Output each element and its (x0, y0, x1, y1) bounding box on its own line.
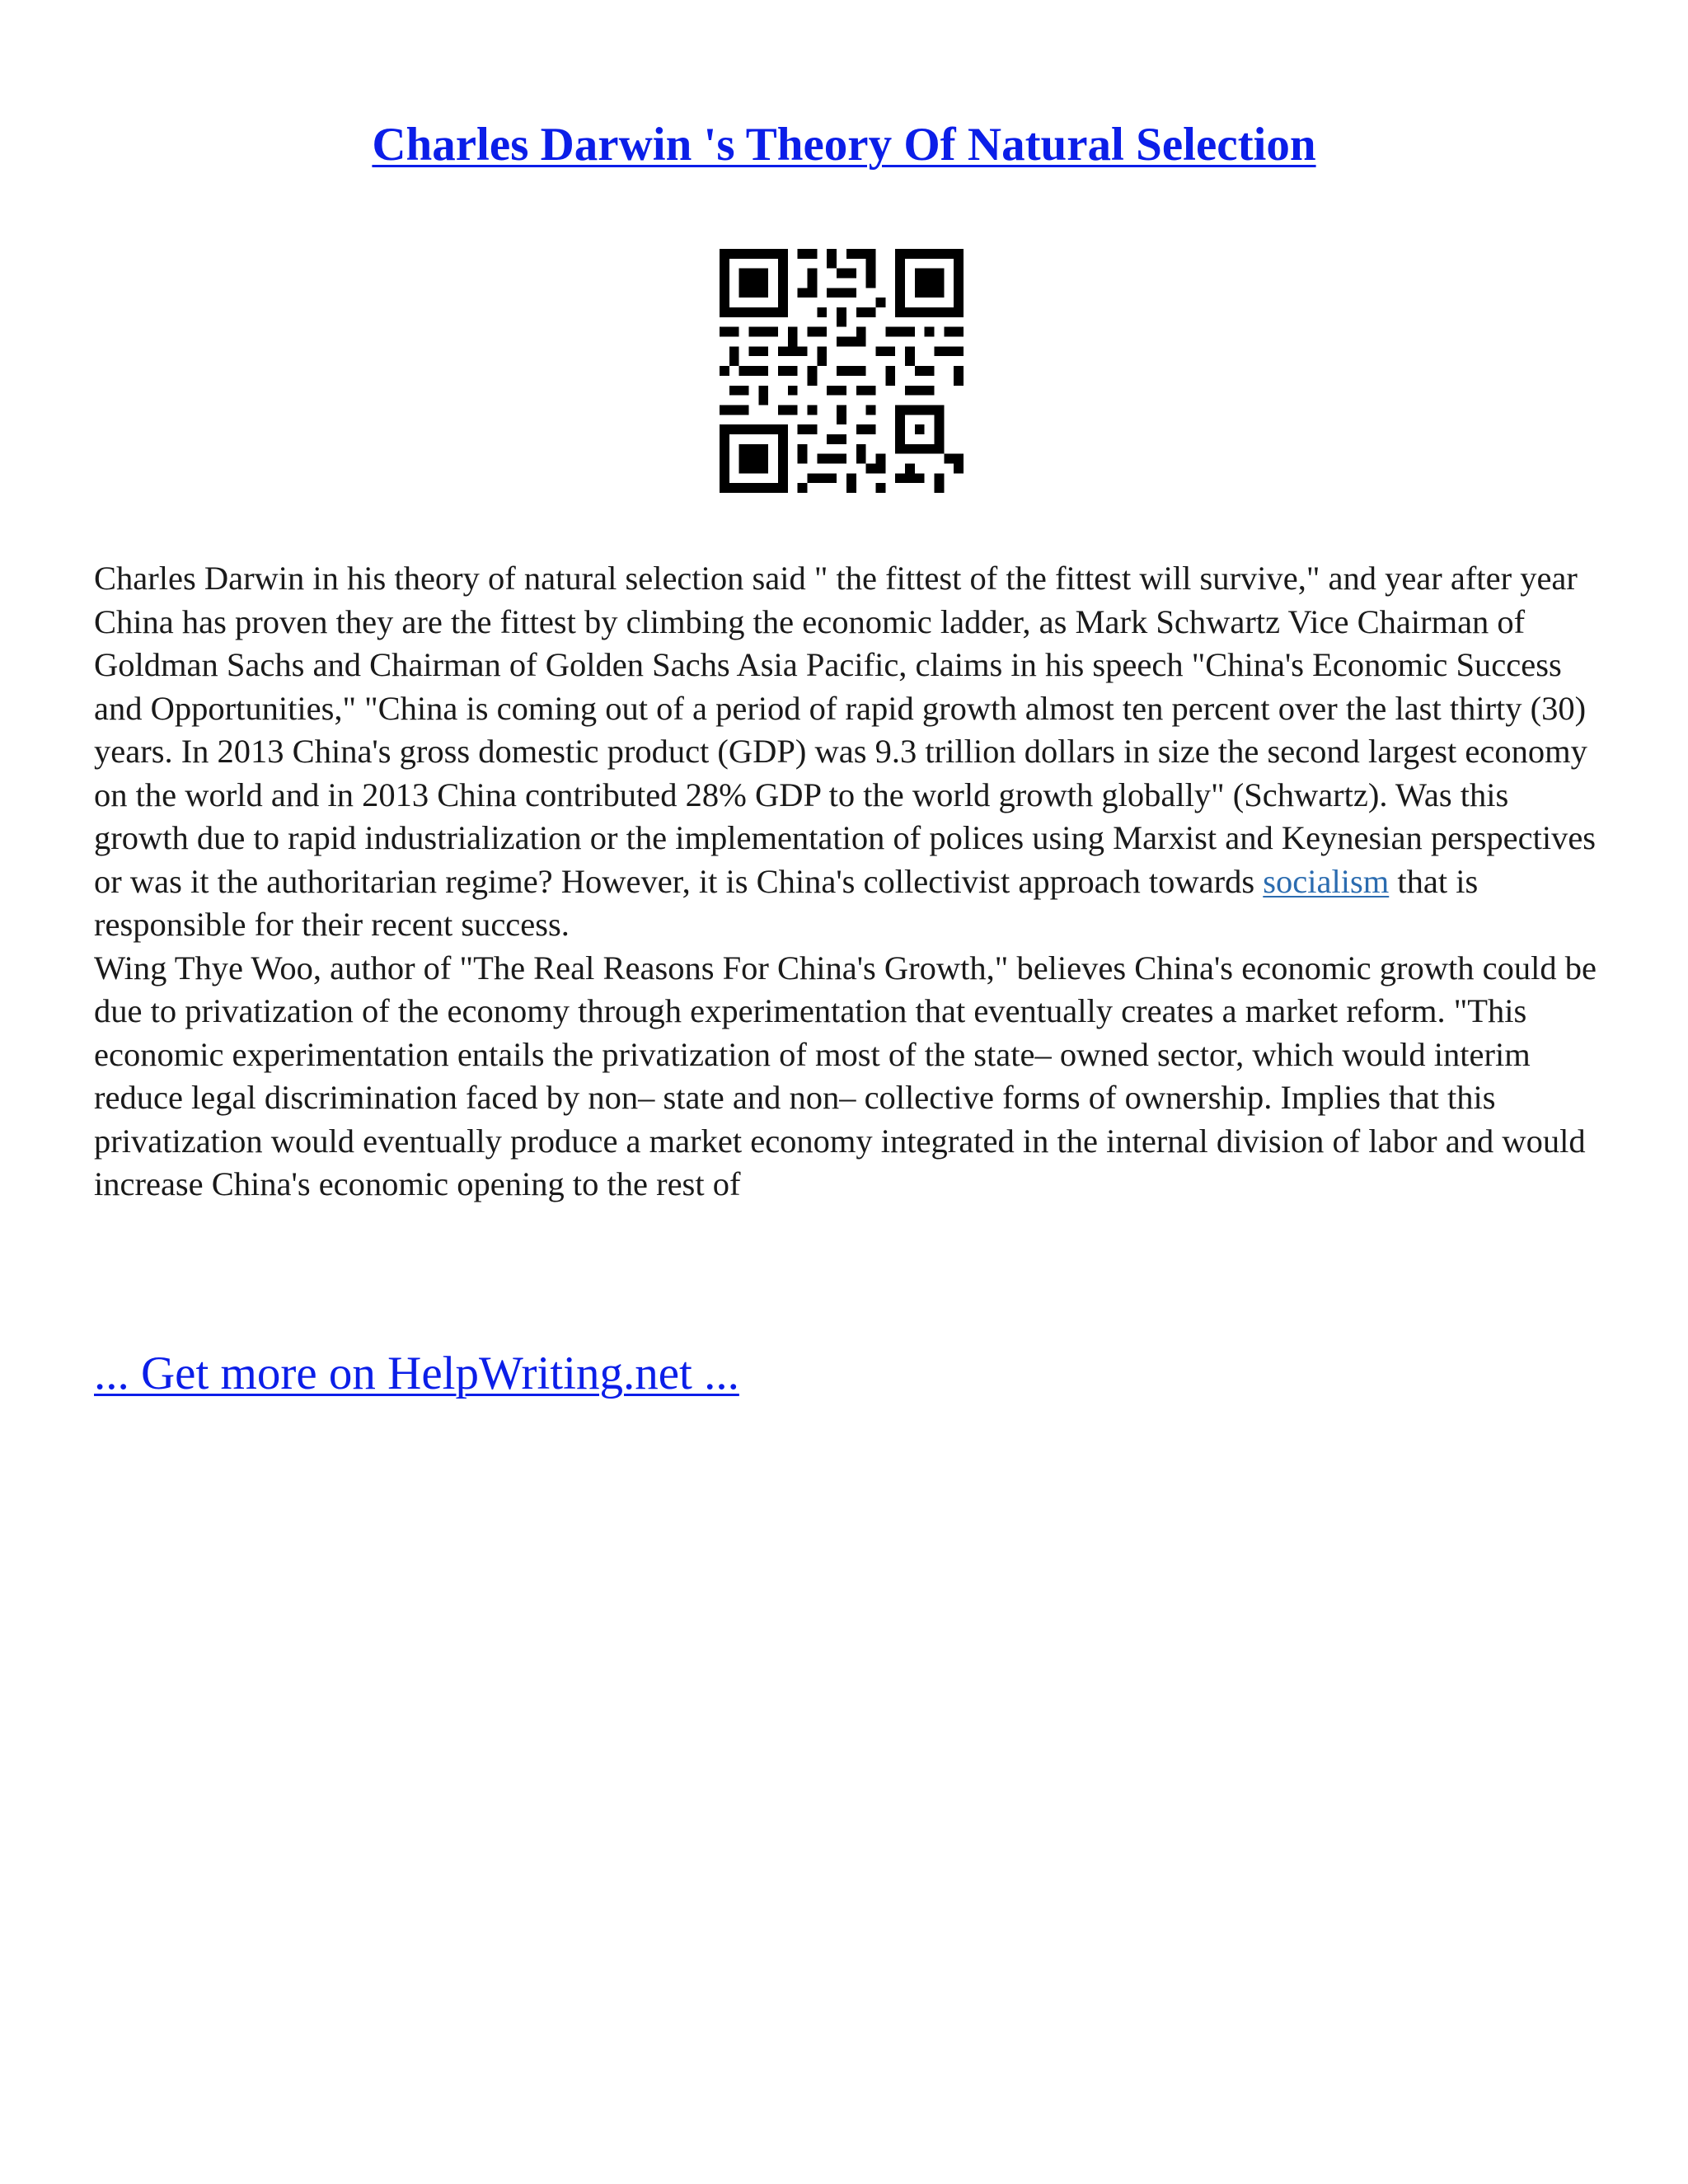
article-body (94, 557, 1602, 1207)
qr-code-icon (720, 249, 964, 493)
paragraph-1-tail: that is responsible for their recent success. (94, 862, 1479, 943)
get-more-link[interactable]: ... Get more on HelpWriting.net ... (94, 1347, 739, 1399)
document-title (0, 114, 1688, 176)
title-link[interactable]: Charles Darwin 's Theory Of Natural Selection (372, 119, 1316, 171)
get-more-section (94, 1345, 739, 1403)
paragraph-2: Wing Thye Woo, author of "The Real Reasons For China's Growth," believes China's economic growth could be due to privatization of the economy through experimentation that eventually creates a market reform. "This economic experimentation entails the privatization of most of the state– owned sector, which would interim reduce legal discrimination faced by non– state and non– collective forms of ownership. Implies that this privatization would eventually produce a market economy integrated in the internal division of labor and would increase China's economic opening to the rest of (94, 949, 1597, 1202)
socialism-link[interactable]: socialism (1263, 862, 1390, 900)
paragraph-1 (94, 557, 1602, 947)
paragraph-1-text: Charles Darwin in his theory of natural selection said " the fittest of the fittest will survive," and year after year China has proven they are the fittest by climbing the economic ladder, as Mark Schwartz Vice Chairman of Goldman Sachs and Chairman of Golden Sachs Asia Pacific, claims in his speech "China's Economic Success and Opportunities," "China is coming out of a period of rapid growth almost ten percent over the last thirty (30) years. In 2013 China's gross domestic product (GDP) was 9.3 trillion dollars in size the second largest economy on the world and in 2013 China contributed 28% GDP to the world growth globally" (Schwartz). Was this growth due to rapid industrialization or the implementation of polices using Marxist and Keynesian perspectives or was it the authoritarian regime? However, it is China's collectivist approach towards (94, 560, 1597, 900)
